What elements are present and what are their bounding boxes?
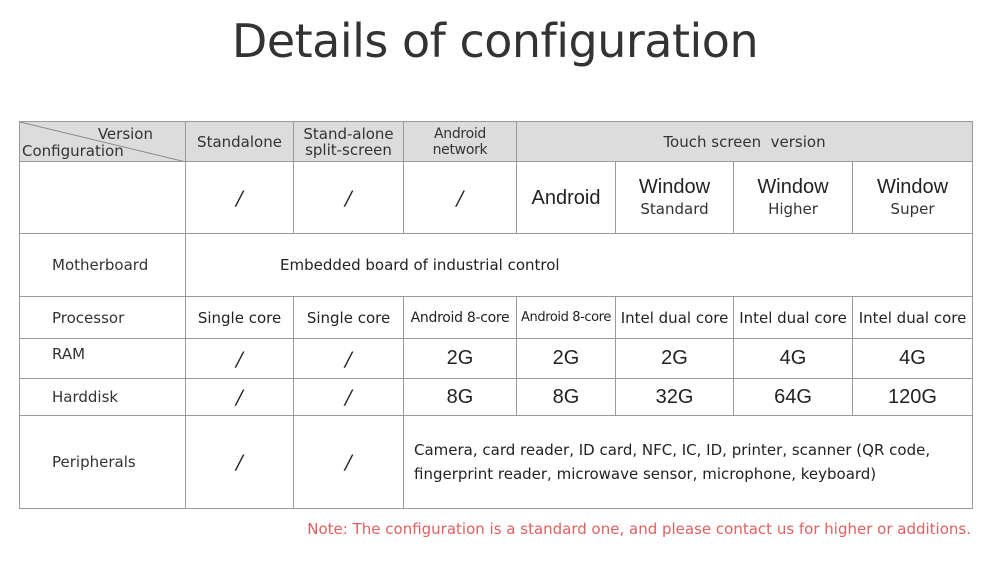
header-touch-screen-version: Touch screen version [517,122,973,162]
processor-standalone: Single core [186,297,294,339]
harddisk-window-super: 120G [853,379,973,416]
os-window-higher [734,162,853,234]
peripherals-split: / [294,416,404,509]
corner-configuration-label: Configuration [22,142,124,160]
os-window-higher-top: Window [757,175,829,198]
ram-window-super: 4G [853,339,973,379]
peripherals-standalone: / [186,416,294,509]
harddisk-window-higher: 64G [734,379,853,416]
page-title: Details of configuration [231,14,759,68]
configuration-table [19,121,973,509]
harddisk-window-standard: 32G [616,379,734,416]
os-split: / [294,162,404,234]
processor-window-standard: Intel dual core [616,297,734,339]
ram-network: 2G [404,339,517,379]
os-network: / [404,162,517,234]
corner-header-cell [20,122,186,162]
os-row-label-cell [20,162,186,234]
header-android-network: Android network [404,122,517,162]
os-window-super-top: Window [876,175,949,198]
peripherals-label: Peripherals [20,416,186,509]
os-android: Android [517,162,616,234]
ram-split: / [294,339,404,379]
ram-standalone: / [186,339,294,379]
os-standalone: / [186,162,294,234]
os-window-standard-sub: Standard [640,199,709,218]
motherboard-row [20,234,973,297]
ram-window-standard: 2G [616,339,734,379]
peripherals-line1: Camera, card reader, ID card, NFC, IC, ID, printer, scanner (QR code, [414,441,931,459]
os-window-super-sub: Super [890,199,935,218]
peripherals-line2: fingerprint reader, microwave sensor, microphone, keyboard) [414,465,877,483]
processor-row [20,297,973,339]
os-window-standard-top: Window [638,175,711,198]
motherboard-value: Embedded board of industrial control [186,234,973,297]
ram-label: RAM [20,339,186,379]
harddisk-network: 8G [404,379,517,416]
footer-note: Note: The configuration is a standard one, and please contact us for higher or additions. [307,520,971,538]
header-standalone: Standalone [186,122,294,162]
os-window-standard [616,162,734,234]
header-row [20,122,973,162]
corner-version-label: Version [97,125,153,143]
os-row [20,162,973,234]
header-split-screen [294,122,404,162]
processor-split: Single core [294,297,404,339]
header-split-screen-line2: split-screen [305,140,392,159]
os-window-super [853,162,973,234]
motherboard-label: Motherboard [20,234,186,297]
harddisk-split: / [294,379,404,416]
harddisk-standalone: / [186,379,294,416]
processor-window-super: Intel dual core [853,297,973,339]
processor-window-higher: Intel dual core [734,297,853,339]
processor-label: Processor [20,297,186,339]
os-window-higher-sub: Higher [768,199,818,218]
header-split-screen-line1: Stand-alone [303,124,394,143]
harddisk-label: Harddisk [20,379,186,416]
processor-network: Android 8-core [404,297,517,339]
ram-android: 2G [517,339,616,379]
peripherals-shared-value [404,416,973,509]
ram-window-higher: 4G [734,339,853,379]
harddisk-android: 8G [517,379,616,416]
processor-android: Android 8-core [517,297,616,339]
harddisk-row [20,379,973,416]
peripherals-row [20,416,973,509]
ram-row [20,339,973,379]
